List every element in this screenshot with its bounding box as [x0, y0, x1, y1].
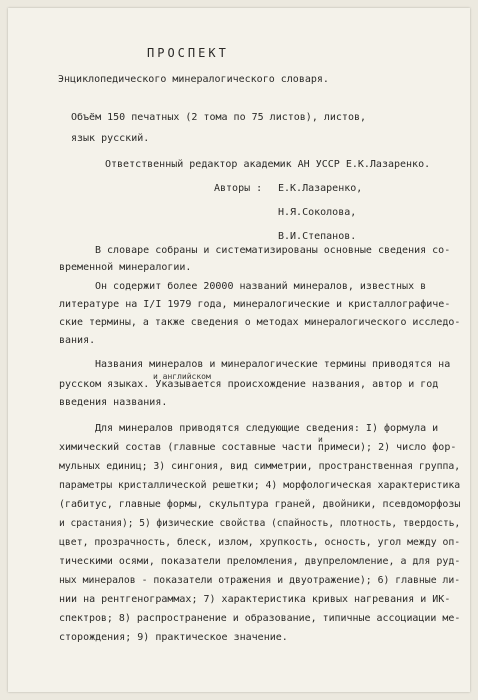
authors-label: Авторы :	[214, 183, 263, 194]
author-name: Е.К.Лазаренко,	[278, 183, 363, 194]
paragraph-line: цвет, прозрачность, блеск, излом, хрупкость, осность, угол между оп-	[59, 537, 461, 548]
paragraph-line: мульных единиц; 3) сингония, вид симметрии, пространственная группа,	[59, 461, 461, 472]
paragraph-line: спектров; 8) распространение и образование, типичные ассоциации ме-	[59, 613, 461, 624]
editor-line: Ответственный редактор академик АН УССР Е.К.Лазаренко.	[105, 159, 431, 170]
paragraph-line: ных минералов - показатели отражения и двуотражение); 6) главные ли-	[59, 575, 461, 586]
paragraph-line: Он содержит более 20000 названий минералов, известных в	[95, 281, 427, 292]
handwritten-insertion: и	[318, 435, 323, 444]
volume-line-2: язык русский.	[71, 133, 150, 144]
paragraph-line: Названия минералов и минералогические термины приводятся на	[95, 359, 451, 370]
paragraph-line: временной минералогии.	[59, 262, 192, 273]
page-title: ПРОСПЕКТ	[147, 46, 229, 60]
paragraph-line: тическими осями, показатели преломления, двупреломление, а для руд-	[59, 556, 461, 567]
author-name: Н.Я.Соколова,	[278, 207, 357, 218]
paragraph-line: Для минералов приводятся следующие сведения: I) формула и	[95, 423, 439, 434]
paragraph-line: В словаре собраны и систематизированы основные сведения со-	[95, 245, 451, 256]
paragraph-line: химический состав (главные составные части примеси); 2) число фор-	[59, 442, 457, 453]
subtitle: Энциклопедического минералогического словаря.	[58, 74, 329, 85]
handwritten-insertion: и английском	[153, 372, 211, 381]
paragraph-line: и срастания); 5) физические свойства (спайность, плотность, твердость,	[59, 518, 461, 529]
paragraph-line: литературе на I/I 1979 года, минералогические и кристаллографиче-	[59, 299, 451, 310]
author-name: В.И.Степанов.	[278, 231, 357, 242]
paragraph-line: введения названия.	[59, 397, 168, 408]
paragraph-line: параметры кристаллической решетки; 4) морфологическая характеристика	[59, 480, 461, 491]
paragraph-line: ские термины, а также сведения о методах минералогического исследо-	[59, 317, 461, 328]
paragraph-line: (габитус, главные формы, скульптура граней, двойники, псевдоморфозы	[59, 499, 461, 510]
paragraph-line: нии на рентгенограммах; 7) характеристика кривых нагревания и ИК-	[59, 594, 451, 605]
paragraph-line: русском языках. Указывается происхождение названия, автор и год	[59, 379, 439, 390]
paragraph-line: сторождения; 9) практическое значение.	[59, 632, 288, 643]
volume-line-1: Объём 150 печатных (2 тома по 75 листов), листов,	[71, 112, 367, 123]
paragraph-line: вания.	[59, 335, 96, 346]
document-page	[8, 8, 470, 692]
